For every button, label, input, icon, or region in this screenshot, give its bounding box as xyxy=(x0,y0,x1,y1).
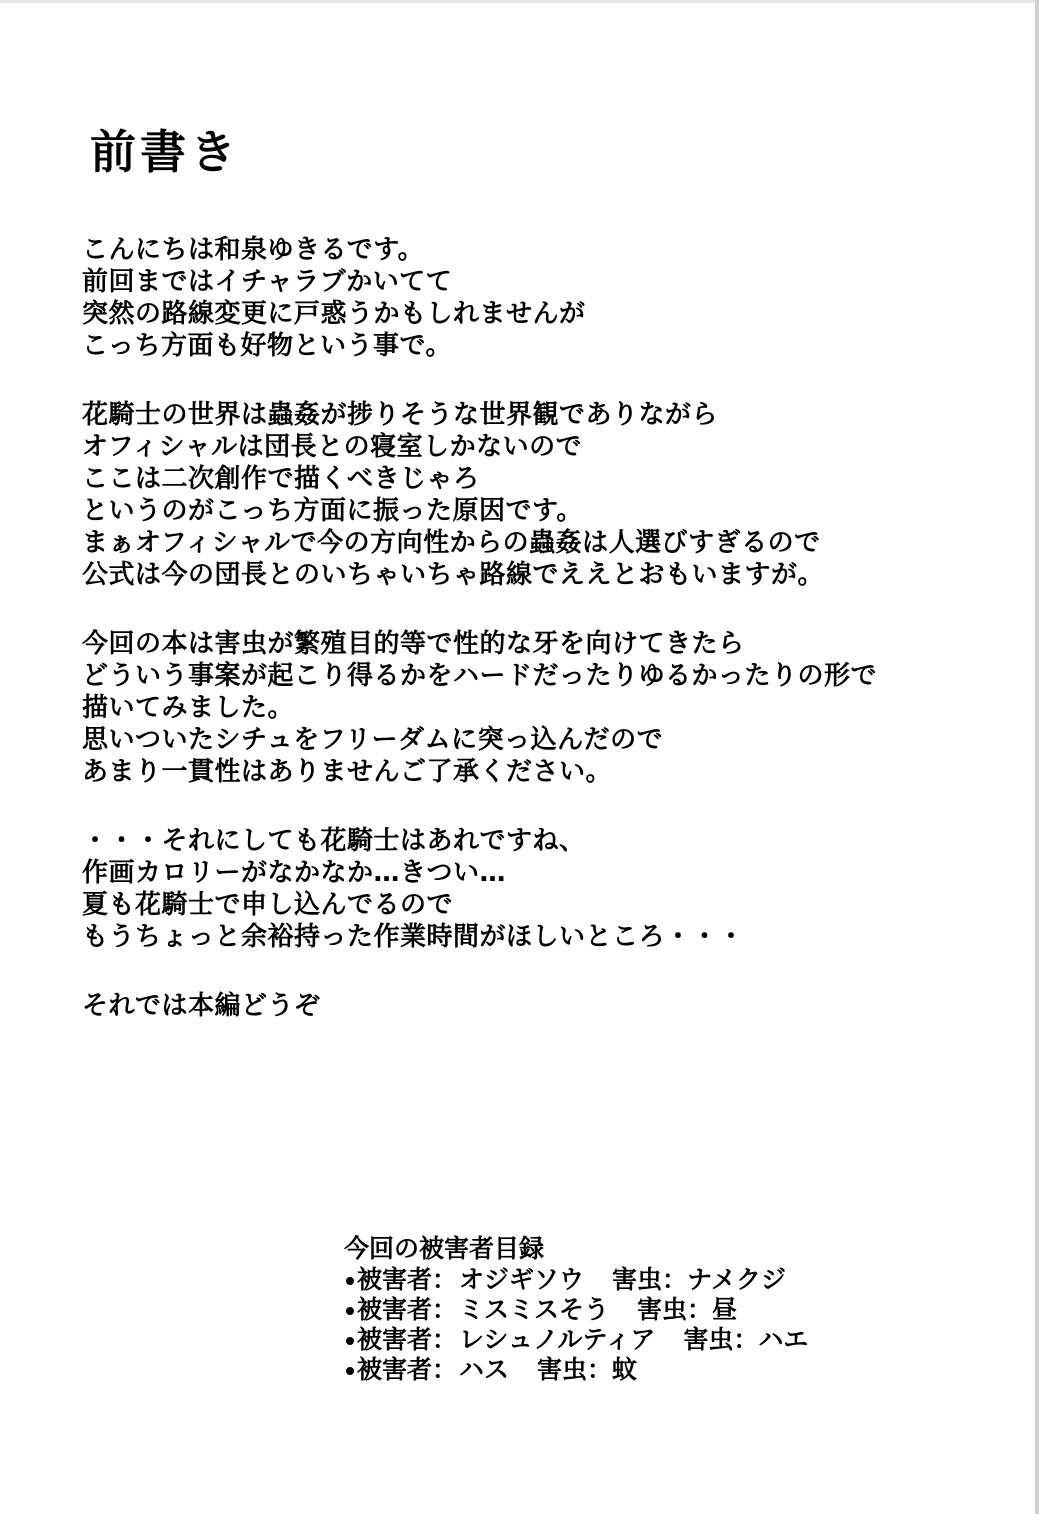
text-line: 作画カロリーがなかなか…きつい… xyxy=(82,858,507,888)
paragraph-greeting xyxy=(82,234,982,362)
pest-name: 昼 xyxy=(712,1295,738,1324)
victim-label: 被害者： xyxy=(357,1295,458,1324)
text-line: もうちょっと余裕持った作業時間がほしいところ・・・ xyxy=(82,922,745,952)
victim-name: オジギソウ xyxy=(459,1265,585,1294)
victim-label: 被害者： xyxy=(357,1325,458,1354)
text-line: 突然の路線変更に戸惑うかもしれませんが xyxy=(82,299,586,329)
victim-name: レシュノルティア xyxy=(459,1325,656,1354)
preface-body xyxy=(82,234,982,1059)
text-line: あまり一貫性はありませんご了承ください。 xyxy=(82,757,613,787)
pest-name: ナメクジ xyxy=(687,1265,787,1294)
page-title: 前書き xyxy=(90,125,240,179)
text-line: こっち方面も好物という事で。 xyxy=(82,331,452,361)
text-line: 花騎士の世界は蟲姦が捗りそうな世界観でありながら xyxy=(82,400,719,430)
text-line: 描いてみました。 xyxy=(82,693,295,723)
victim-label: 被害者： xyxy=(357,1355,458,1384)
victim-name: ミスミスそう xyxy=(459,1295,610,1324)
text-line: 前回まではイチャラブかいてて xyxy=(82,267,453,297)
text-line: 公式は今の団長とのいちゃいちゃ路線でええとおもいますが。 xyxy=(82,560,825,590)
text-line: どういう事案が起こり得るかをハードだったりゆるかったりの形で xyxy=(82,661,878,691)
victim-list xyxy=(344,1233,1004,1385)
pest-label: 害虫： xyxy=(683,1325,759,1354)
text-line: というのがこっち方面に振った原因です。 xyxy=(82,496,583,526)
pest-label: 害虫： xyxy=(612,1265,688,1294)
victim-row xyxy=(344,1355,1004,1385)
victim-list-title: 今回の被害者目録 xyxy=(344,1234,545,1263)
paragraph-reason xyxy=(82,399,982,591)
paragraph-aside xyxy=(82,825,982,953)
bullet-icon xyxy=(346,1277,354,1285)
bullet-icon xyxy=(346,1307,354,1315)
page-edge-right xyxy=(1035,0,1039,1514)
paragraph-closing xyxy=(82,990,982,1022)
text-line: ここは二次創作で描くべきじゃろ xyxy=(82,464,480,494)
text-line: 夏も花騎士で申し込んでるので xyxy=(82,890,454,920)
text-line: オフィシャルは団長との寝室しかないので xyxy=(82,432,583,462)
victim-row xyxy=(344,1325,1004,1355)
pest-name: ハエ xyxy=(758,1325,809,1354)
bullet-icon xyxy=(346,1367,354,1375)
pest-label: 害虫： xyxy=(537,1355,613,1384)
text-line: それでは本編どうぞ xyxy=(82,991,321,1021)
victim-label: 被害者： xyxy=(357,1265,458,1294)
text-line: 今回の本は害虫が繁殖目的等で性的な牙を向けてきたら xyxy=(82,629,745,659)
victim-row xyxy=(344,1295,1004,1325)
text-line: まぁオフィシャルで今の方向性からの蟲姦は人選びすぎるので xyxy=(82,528,821,558)
text-line: 思いついたシチュをフリーダムに突っ込んだので xyxy=(82,725,664,755)
pest-name: 蚊 xyxy=(612,1355,638,1384)
paragraph-content xyxy=(82,628,982,788)
victim-name: ハス xyxy=(459,1355,510,1384)
victim-row xyxy=(344,1265,1004,1295)
text-line: ・・・それにしても花騎士はあれですね、 xyxy=(82,826,586,856)
bullet-icon xyxy=(346,1337,354,1345)
pest-label: 害虫： xyxy=(637,1295,713,1324)
text-line: こんにちは和泉ゆきるです。 xyxy=(82,235,425,265)
page-edge-top xyxy=(0,0,1039,3)
